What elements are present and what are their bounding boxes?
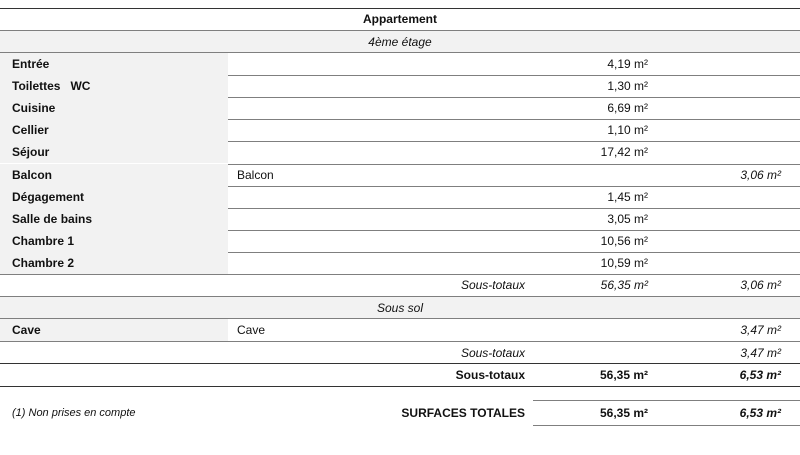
subtotal-row xyxy=(0,274,800,296)
totals-area: 56,35 m² xyxy=(599,406,648,420)
room-area: 17,42 m² xyxy=(600,145,648,160)
room-other-area: 3,06 m² xyxy=(740,167,781,182)
room-other-area xyxy=(680,141,781,163)
room-row xyxy=(0,186,800,208)
room-row xyxy=(0,53,800,75)
section-title: Sous sol xyxy=(376,300,424,315)
table-title: Appartement xyxy=(362,12,437,26)
room-row xyxy=(0,141,800,163)
room-row xyxy=(0,164,800,186)
room-name: Dégagement xyxy=(0,186,228,208)
room-name: Salle de bains xyxy=(0,208,228,230)
room-name: Chambre 1 xyxy=(0,230,228,252)
room-area: 6,69 m² xyxy=(607,101,648,116)
room-row xyxy=(0,75,800,97)
room-row xyxy=(0,119,800,141)
room-row xyxy=(0,230,800,252)
subtotal-other: 3,47 m² xyxy=(740,345,781,360)
section-title-row xyxy=(0,31,800,52)
room-detail xyxy=(237,75,437,97)
section-title: 4ème étage xyxy=(368,34,432,49)
section-title-row xyxy=(0,297,800,318)
room-detail xyxy=(237,252,437,274)
subtotal-row xyxy=(0,342,800,363)
room-detail xyxy=(237,186,437,208)
room-name: Entrée xyxy=(0,53,228,75)
room-name: Cave xyxy=(0,319,228,341)
room-detail xyxy=(237,141,437,163)
room-detail xyxy=(237,53,437,75)
grand-subtotal-row xyxy=(0,364,800,386)
room-other-area xyxy=(680,75,781,97)
grand-subtotal-area: 56,35 m² xyxy=(599,368,648,382)
room-area: 3,05 m² xyxy=(607,211,648,226)
grand-subtotal-label: Sous-totaux xyxy=(455,368,525,382)
room-other-area xyxy=(680,97,781,119)
room-area: 1,30 m² xyxy=(607,79,648,94)
room-detail: Balcon xyxy=(237,167,274,182)
room-area xyxy=(540,319,648,341)
room-name: Cellier xyxy=(0,119,228,141)
room-row xyxy=(0,208,800,230)
room-name: Cuisine xyxy=(0,97,228,119)
room-row xyxy=(0,252,800,274)
subtotal-area xyxy=(540,342,648,363)
room-other-area: 3,47 m² xyxy=(740,323,781,337)
room-other-area xyxy=(680,208,781,230)
room-name: Séjour xyxy=(0,141,228,163)
room-area: 1,10 m² xyxy=(607,123,648,138)
room-detail xyxy=(237,208,437,230)
totals-row xyxy=(0,401,800,425)
room-row xyxy=(0,97,800,119)
room-detail xyxy=(237,119,437,141)
room-row xyxy=(0,319,800,341)
subtotal-label: Sous-totaux xyxy=(460,278,525,292)
room-name: Balcon xyxy=(0,164,228,186)
room-other-area xyxy=(680,252,781,274)
room-area: 10,59 m² xyxy=(600,255,648,270)
footnote: (1) Non prises en compte xyxy=(12,407,136,419)
room-area: 10,56 m² xyxy=(600,233,648,248)
room-other-area xyxy=(680,53,781,75)
room-name: Chambre 2 xyxy=(0,252,228,274)
subtotal-label: Sous-totaux xyxy=(460,345,525,360)
totals-other: 6,53 m² xyxy=(739,406,781,420)
subtotal-area: 56,35 m² xyxy=(600,278,648,292)
table-title-row xyxy=(0,8,800,30)
grand-subtotal-other: 6,53 m² xyxy=(739,368,781,382)
room-area: 1,45 m² xyxy=(607,189,648,204)
room-detail: Cave xyxy=(237,323,266,337)
room-area xyxy=(540,164,648,186)
room-other-area xyxy=(680,119,781,141)
room-detail xyxy=(237,230,437,252)
room-other-area xyxy=(680,186,781,208)
room-name: Toilettes WC xyxy=(0,75,228,97)
room-other-area xyxy=(680,230,781,252)
room-area: 4,19 m² xyxy=(607,57,648,72)
room-detail xyxy=(237,97,437,119)
totals-label: SURFACES TOTALES xyxy=(401,406,525,420)
subtotal-other: 3,06 m² xyxy=(740,278,781,292)
